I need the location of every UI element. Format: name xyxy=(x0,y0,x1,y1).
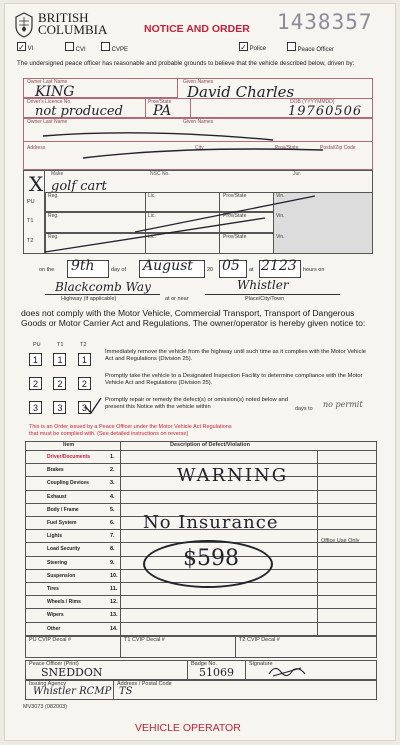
order-3-boxes xyxy=(29,398,91,416)
order-3-t2[interactable]: 3 xyxy=(78,401,91,414)
defect-item-number: 10. xyxy=(110,572,118,579)
compliance-text: does not comply with the Motor Vehicle, Commercial Transport, Transport of Dangerous Goods or Motor Carrier Act and Regulations. The owner/operator is hereby given notice to: xyxy=(21,308,366,328)
checkbox-vi[interactable]: ✓ xyxy=(18,43,25,52)
officer-name-label: Peace Officer (Print) xyxy=(29,661,79,667)
defect-item-number: 4. xyxy=(110,493,115,500)
order-2-text: Promptly take the vehicle to a Designated Inspection Facility to determine compliance with the Motor Vehicle Act and Regulations (Division 25). xyxy=(105,373,363,386)
province-line-2: COLUMBIA xyxy=(38,22,108,37)
checkbox-cvpe[interactable] xyxy=(101,42,110,51)
defect-item-number: 9. xyxy=(110,559,115,566)
defect-item-name: Exhaust xyxy=(47,493,67,500)
checkbox-cvi[interactable] xyxy=(65,42,74,51)
cvip-divider-2 xyxy=(235,636,236,658)
order-1-text: Immediately remove the vehicle from the highway until such time as it complies with the Motor Vehicle Act and Regulations (Division 25). xyxy=(105,349,366,362)
defect-item-number: 12. xyxy=(110,599,118,606)
owner-last-label: Owner Last Name xyxy=(27,119,68,125)
statement-text: The undersigned peace officer has reasonable and probable grounds to believe that the vehicle described below, driven by: xyxy=(17,60,355,67)
handwritten-no-insurance: No Insurance xyxy=(143,512,279,533)
address-value: TS xyxy=(119,686,133,697)
ticket-number: 1438357 xyxy=(277,10,373,34)
at-near-label: at or near xyxy=(165,296,189,302)
defect-item-name: Body / Frame xyxy=(47,506,79,513)
order-3-text: Promptly repair or remedy the defect(s) or omission(s) noted below and present this Notice with the vehicle within xyxy=(105,397,289,410)
form-code: MV3073 (082003) xyxy=(23,704,68,710)
lic-label-pu: Lic. xyxy=(148,193,156,199)
defect-item-name: Coupling Devices xyxy=(47,480,89,487)
on-the-label: on the xyxy=(39,267,55,273)
code-t2: T2 xyxy=(27,238,34,244)
cvip-t1-label: T1 CVIP Decal # xyxy=(124,637,165,643)
cvip-row xyxy=(25,636,377,658)
order-2-pu[interactable]: 2 xyxy=(29,377,42,390)
nsc-label: NSC No. xyxy=(150,171,170,177)
prov-state-value: PA xyxy=(153,103,172,119)
vehicle-strike-lines xyxy=(45,192,373,254)
checkbox-peace-officer[interactable] xyxy=(287,42,296,51)
order-3-t1[interactable]: 3 xyxy=(53,401,66,414)
agency-divider xyxy=(113,680,114,700)
year-prefix: 20 xyxy=(207,267,214,273)
order-3-handwritten: no permit xyxy=(323,400,363,409)
signature-scribble xyxy=(267,662,307,680)
make-label: Make xyxy=(51,171,64,177)
defect-item-name: Tires xyxy=(47,586,59,592)
place-line xyxy=(205,294,340,295)
highway-value: Blackcomb Way xyxy=(55,280,151,294)
last-name-value: KING xyxy=(35,84,75,100)
vprov-label-t1: Prov/State xyxy=(223,213,247,219)
time-value: 2123 xyxy=(261,258,297,274)
reg-label-pu: Reg. xyxy=(48,193,59,199)
issuer-checkbox-row xyxy=(17,42,387,54)
defect-row xyxy=(25,623,377,636)
postal-label: Postal/Zip Code xyxy=(320,145,356,151)
order-1-boxes xyxy=(29,350,91,368)
vehicle-x-mark: X xyxy=(29,172,44,196)
order-2-t1[interactable]: 2 xyxy=(53,377,66,390)
lic-label-t1: Lic. xyxy=(148,213,156,219)
cvip-pu-label: PU CVIP Decal # xyxy=(29,637,72,643)
order-note-2: that must be complied with. (See detailed instructions on reverse) xyxy=(29,431,189,437)
prov-state-label: Prov/State xyxy=(148,99,172,105)
checkbox-cvi-label: CVI xyxy=(75,47,86,53)
officer-name-value: SNEDDON xyxy=(41,666,103,679)
defect-item-number: 8. xyxy=(110,546,115,553)
defect-item-name: Lights xyxy=(47,533,62,540)
cvip-divider-1 xyxy=(120,636,121,658)
order-2-t2[interactable]: 2 xyxy=(78,377,91,390)
defect-item-number: 11. xyxy=(110,586,118,592)
place-value: Whistler xyxy=(237,278,289,292)
signature-label: Signature xyxy=(249,661,273,667)
defect-item-name: Driver/Documents xyxy=(47,454,91,460)
handwritten-amount: $598 xyxy=(183,546,239,571)
hours-on-label: hours on xyxy=(303,267,325,273)
address-postal-label: Address / Postal Code xyxy=(117,681,172,687)
defect-row xyxy=(25,609,377,622)
notice-form xyxy=(4,3,396,741)
footer-copy-label: VEHICLE OPERATOR xyxy=(135,722,241,734)
defect-item-number: 2. xyxy=(110,467,115,474)
defect-row xyxy=(25,491,377,504)
defect-item-number: 7. xyxy=(110,533,115,540)
defect-item-number: 13. xyxy=(110,612,118,619)
owner-prov-label: Prov/State xyxy=(275,145,299,151)
badge-label: Badge No. xyxy=(191,661,217,667)
address-label: Address xyxy=(27,145,46,151)
defect-item-name: Wheels / Rims xyxy=(47,599,81,606)
form-title: NOTICE AND ORDER xyxy=(144,23,250,35)
vin-label-t2: Vin. xyxy=(276,234,285,240)
orders-col-pu: PU xyxy=(33,342,41,348)
defect-item-number: 6. xyxy=(110,520,115,526)
make-value: golf cart xyxy=(51,179,107,194)
reg-label-t2: Reg. xyxy=(48,234,59,240)
handwritten-warning: WARNING xyxy=(177,465,289,486)
agency-value: Whistler RCMP xyxy=(33,686,112,697)
given-names-label: Given Names xyxy=(183,79,214,85)
officer-divider-1 xyxy=(187,660,188,680)
defect-item-number: 5. xyxy=(110,506,115,513)
order-note-1: This is an Order issued by a Peace Officer under the Motor Vehicle Act Regulations xyxy=(29,424,232,430)
highway-line xyxy=(45,294,160,295)
defect-item-name: Suspension xyxy=(47,572,76,579)
order-3-pu[interactable]: 3 xyxy=(29,401,42,414)
order-3-tick-icon xyxy=(83,396,103,416)
code-pu: PU xyxy=(27,199,35,205)
order-2-boxes xyxy=(29,374,91,392)
defect-item-name: Steering xyxy=(47,559,68,566)
province-name xyxy=(38,12,107,36)
day-of-label: day of xyxy=(111,267,126,273)
code-t1: T1 xyxy=(27,218,34,224)
checkbox-police-label: Police xyxy=(249,46,267,52)
day-value: 9th xyxy=(71,258,95,274)
checkbox-vi-label: VI xyxy=(27,46,34,52)
lic-label-t2: Lic. xyxy=(148,234,156,240)
dob-label: DOB (YYYYMMDD) xyxy=(290,99,335,105)
vin-label-pu: Vin. xyxy=(276,193,285,199)
checkbox-police[interactable]: ✓ xyxy=(240,43,247,52)
dob-value: 19760506 xyxy=(288,104,363,119)
at-label: at xyxy=(249,267,254,273)
year-value: 05 xyxy=(222,258,240,274)
vprov-label-t2: Prov/State xyxy=(223,234,247,240)
cvip-t2-label: T2 CVIP Decal # xyxy=(239,637,280,643)
owner-given-label: Given Names xyxy=(183,119,214,125)
province-line-1: BRITISH xyxy=(38,10,89,25)
checkbox-peace-officer-label: Peace Officer xyxy=(297,47,334,53)
defects-col-desc: Description of Defect/Violation xyxy=(170,442,250,448)
licence-label: Driver's Licence No. xyxy=(27,99,72,105)
officer-divider-2 xyxy=(245,660,246,680)
defect-item-name: Fuel System xyxy=(47,520,77,526)
order-1-t2[interactable]: 1 xyxy=(78,353,91,366)
defect-item-number: 3. xyxy=(110,480,115,487)
strike-through-lines xyxy=(23,120,373,170)
order-1-t1[interactable]: 1 xyxy=(53,353,66,366)
given-names-value: David Charles xyxy=(187,83,295,101)
city-label: City xyxy=(195,145,204,151)
orders-col-t2: T2 xyxy=(80,342,87,348)
defect-item-name: Wipers xyxy=(47,612,64,619)
defect-item-name: Load Security xyxy=(47,546,81,553)
vprov-label-pu: Prov/State xyxy=(223,193,247,199)
defect-item-number: 1. xyxy=(110,454,115,460)
office-use-label: Office Use Only xyxy=(321,538,360,544)
jur-label: Jur. xyxy=(293,171,302,177)
defect-item-number: 14. xyxy=(110,625,118,632)
defect-item-name: Brakes xyxy=(47,467,64,474)
month-value: August xyxy=(143,258,193,274)
defect-row xyxy=(25,596,377,609)
vin-label-t1: Vin. xyxy=(276,213,285,219)
place-label: Place/City/Town xyxy=(245,296,285,302)
defect-item-name: Other xyxy=(47,625,61,632)
defect-row xyxy=(25,451,377,464)
licence-value: not produced xyxy=(35,104,123,119)
bc-crest-icon xyxy=(13,12,35,38)
highway-label: Highway (if applicable) xyxy=(61,296,117,302)
defects-col-item: Item xyxy=(63,442,75,448)
orders-col-t1: T1 xyxy=(57,342,64,348)
order-3-days: days to xyxy=(295,406,313,412)
last-name-label: Owner Last Name xyxy=(27,79,68,85)
checkbox-cvpe-label: CVPE xyxy=(111,47,129,53)
reg-label-t1: Reg. xyxy=(48,213,59,219)
badge-value: 51069 xyxy=(199,666,234,679)
agency-label: Issuing Agency xyxy=(29,681,66,687)
order-1-pu[interactable]: 1 xyxy=(29,353,42,366)
